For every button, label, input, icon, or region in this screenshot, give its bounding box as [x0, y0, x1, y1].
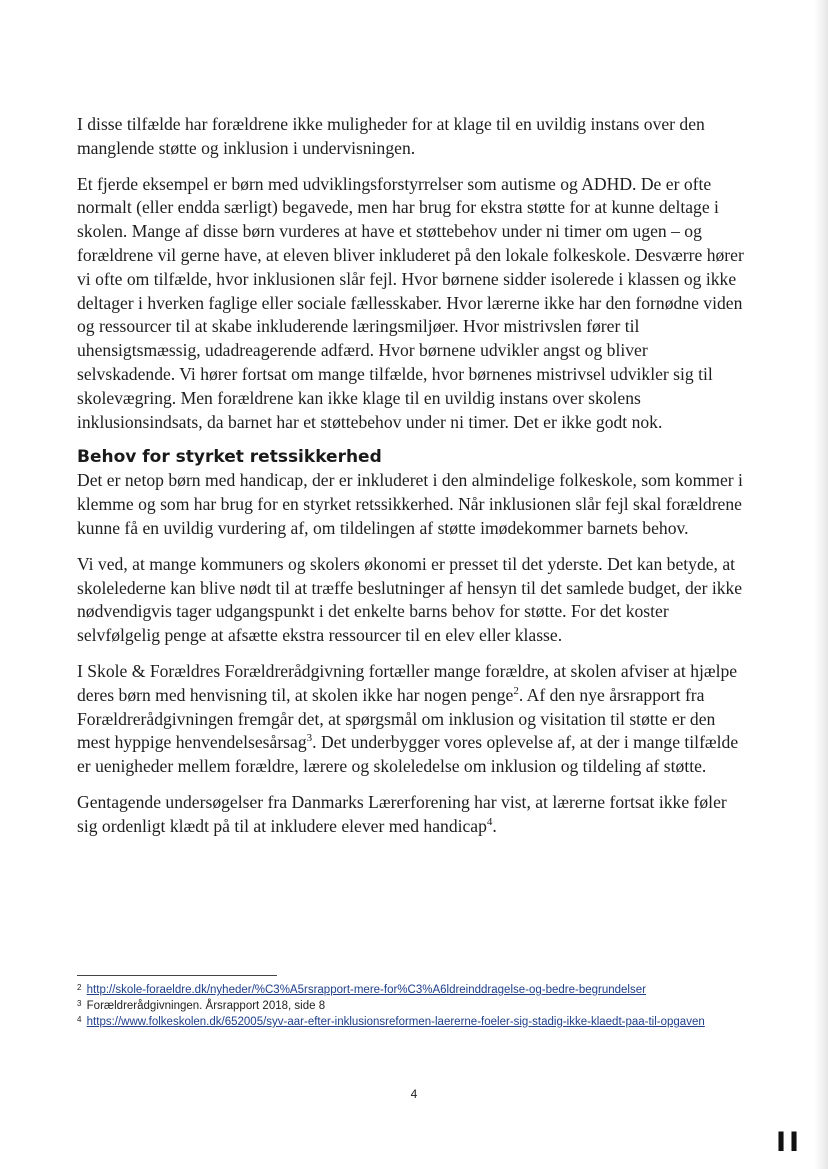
footnote-3-text: Forældrerådgivningen. Årsrapport 2018, side 8: [86, 1000, 326, 1012]
paragraph-6-part-1: Gentagende undersøgelser fra Danmarks Lærerforening har vist, at lærerne fortsat ikke føler sig ordenligt klædt på til at inkludere elever med handicap: [77, 791, 727, 836]
margin-mark: II: [776, 1127, 803, 1158]
paragraph-5-part-2: . Af den nye årsrapport fra Forældrerådgivningen fremgår det, at spørgsmål om inklusion og visitation til støtte er den mest hyppige henvendelsesårsag: [77, 684, 716, 753]
footnote-number: 3: [77, 999, 82, 1008]
footnote-3: [77, 998, 757, 1014]
page-number: 4: [410, 1087, 418, 1101]
footnote-number: 4: [77, 1015, 82, 1024]
paragraph-4: Vi ved, at mange kommuners og skolers økonomi er presset til det yderste. Det kan betyde, at skolelederne kan blive nødt til at træffe beslutninger af hensyn til det samlede budget, der ikke nødvendigvis tager udgangspunkt i det enkelte barns behov for støtte. For det koster selvfølgelig penge at afsætte ekstra ressourcer til en elev eller klasse.: [77, 553, 743, 646]
footnote-number: 2: [77, 983, 82, 992]
footnote-2-link[interactable]: http://skole-foraeldre.dk/nyheder/%C3%A5rsrapport-mere-for%C3%A6ldreinddragelse-og-bedre-begrundelser: [86, 984, 646, 996]
scan-edge-shadow: [814, 0, 828, 1169]
paragraph-5-part-3: . Det underbygger vores oplevelse af, at der i mange tilfælde er uenigheder mellem forældre, lærere og skoleledelse om inklusion og tildeling af støtte.: [77, 732, 739, 777]
body-text: [77, 113, 745, 851]
footnote-ref-3[interactable]: 3: [306, 732, 313, 745]
section-heading: Behov for styrket retssikkerhed: [77, 447, 382, 468]
footnote-ref-2[interactable]: 2: [513, 684, 519, 697]
paragraph-5: [77, 660, 745, 779]
footnote-4: [77, 1014, 757, 1030]
paragraph-6-part-2: .: [492, 815, 497, 836]
paragraph-3: Det er netop børn med handicap, der er inkluderet i den almindelige folkeskole, som kommer i klemme og som har brug for en styrket retssikkerhed. Når inklusionen slår fejl skal forældrene kunne få en uvildig vurdering af, om tildelingen af støtte imødekommer barnets behov.: [77, 470, 743, 538]
paragraph-2: Et fjerde eksempel er børn med udviklingsforstyrrelser som autisme og ADHD. De er ofte normalt (eller endda særligt) begavede, men har brug for ekstra støtte for at kunne deltage i skolen. Mange af disse børn vurderes at have et støttebehov under ni timer om ugen – og forældrene vil gerne have, at eleven bliver inkluderet på den lokale folkeskole. Desværre hører vi ofte om tilfælde, hvor inklusionen slår fejl. Hvor børnene sidder isolerede i klassen og ikke deltager i hverken faglige eller sociale fællesskaber. Hvor lærerne ikke har den fornødne viden og ressourcer til at skabe inkluderende læringsmiljøer. Hvor mistrivslen fører til uhensigtsmæssig, udadreagerende adfærd. Hvor børnene udvikler angst og bliver selvskadende. Vi hører fortsat om mange tilfælde, hvor børnenes mistrivsel udvikler sig til skolevægring. Men forældrene kan ikke klage til en uvildig instans over skolens inklusionsindsats, da barnet har et støttebehov under ni timer. Det er ikke godt nok.: [77, 173, 744, 432]
footnote-ref-4[interactable]: 4: [486, 815, 493, 828]
footnote-2: [77, 982, 757, 998]
footnote-4-link[interactable]: https://www.folkeskolen.dk/652005/syv-aar-efter-inklusionsreformen-laererne-foeler-sig-stadig-ikke-klaedt-paa-til-opgaven: [86, 1016, 705, 1028]
footnotes: [77, 982, 757, 1030]
paragraph-5-part-1: I Skole & Forældres Forældrerådgivning fortæller mange forældre, at skolen afviser at hjælpe deres børn med henvisning til, at skolen ikke har nogen penge: [77, 660, 738, 705]
paragraph-1: I disse tilfælde har forældrene ikke muligheder for at klage til en uvildig instans over den manglende støtte og inklusion i undervisningen.: [77, 114, 705, 158]
paragraph-6: [77, 791, 745, 839]
footnote-separator: [77, 975, 277, 976]
